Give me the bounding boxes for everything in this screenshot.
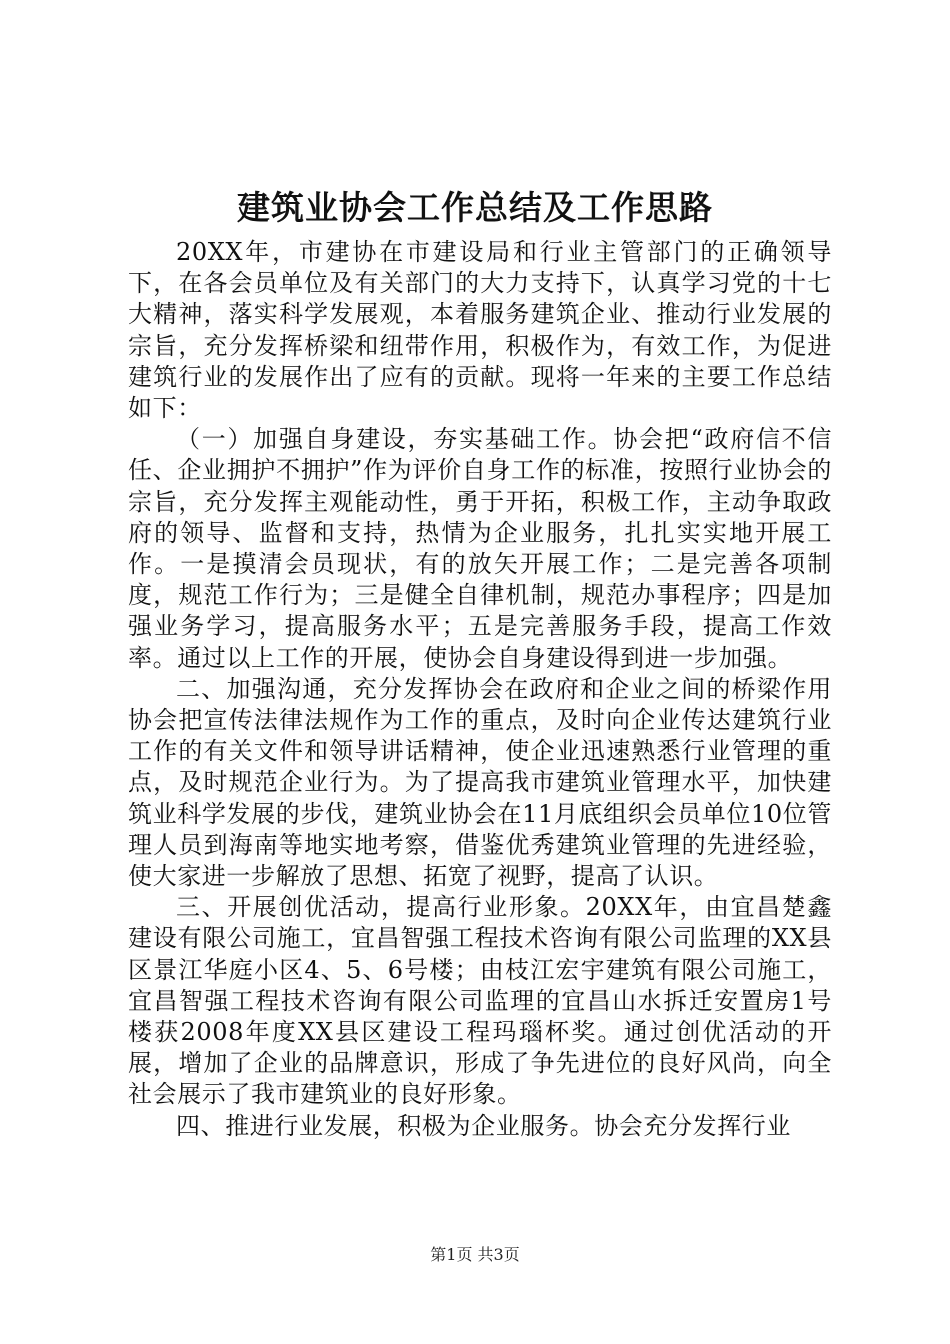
paragraph-section-2: 二、加强沟通，充分发挥协会在政府和企业之间的桥梁作用协会把宣传法律法规作为工作的重点，及时向企业传达建筑行业工作的有关文件和领导讲话精神，使企业迅速熟悉行业管理的重点，及时规范企业行为。为了提高我市建筑业管理水平，加快建筑业科学发展的步伐，建筑业协会在11月底组织会员单位10位管理人员到海南等地实地考察，借鉴优秀建筑业管理的先进经验，使大家进一步解放了思想、拓宽了视野，提高了认识。	[128, 674, 832, 891]
paragraph-section-1: （一）加强自身建设，夯实基础工作。协会把“政府信不信任、企业拥护不拥护”作为评价自身工作的标准，按照行业协会的宗旨，充分发挥主观能动性，勇于开拓，积极工作，主动争取政府的领导、监督和支持，热情为企业服务，扎扎实实地开展工作。一是摸清会员现状，有的放矢开展工作；二是完善各项制度，规范工作行为；三是健全自律机制，规范办事程序；四是加强业务学习，提高服务水平；五是完善服务手段，提高工作效率。通过以上工作的开展，使协会自身建设得到进一步加强。	[128, 425, 832, 672]
page-number-footer: 第1页 共3页	[430, 1245, 520, 1264]
document-body	[128, 237, 832, 1142]
document-title: 建筑业协会工作总结及工作思路	[237, 188, 713, 227]
paragraph-section-4: 四、推进行业发展，积极为企业服务。协会充分发挥行业	[176, 1111, 791, 1140]
paragraph-intro: 20XX年，市建协在市建设局和行业主管部门的正确领导下，在各会员单位及有关部门的大力支持下，认真学习党的十七大精神，落实科学发展观，本着服务建筑企业、推动行业发展的宗旨，充分发挥桥梁和纽带作用，积极作为，有效工作，为促进建筑行业的发展作出了应有的贡献。现将一年来的主要工作总结如下：	[128, 238, 832, 423]
paragraph-section-3: 三、开展创优活动，提高行业形象。20XX年，由宜昌楚鑫建设有限公司施工，宜昌智强工程技术咨询有限公司监理的XX县区景江华庭小区4、5、6号楼；由枝江宏宇建筑有限公司施工，宜昌智强工程技术咨询有限公司监理的宜昌山水拆迁安置房1号楼获2008年度XX县区建设工程玛瑙杯奖。通过创优活动的开展，增加了企业的品牌意识，形成了争先进位的良好风尚，向全社会展示了我市建筑业的良好形象。	[128, 893, 832, 1109]
